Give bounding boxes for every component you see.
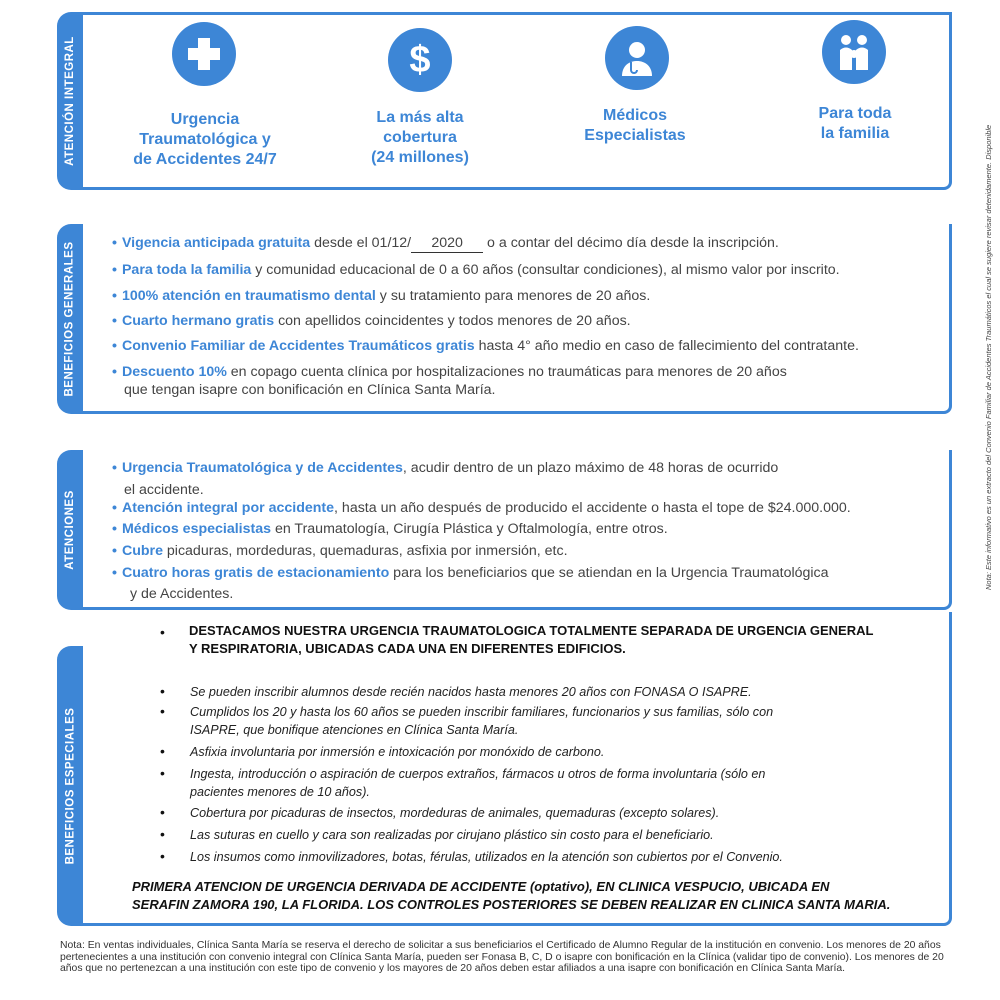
list-item-cont: que tengan isapre con bonificación en Clínica Santa María. — [124, 382, 496, 398]
family-icon — [822, 20, 886, 84]
bullet: • — [160, 683, 165, 699]
list-item: • Urgencia Traumatológica y de Accidentes, acudir dentro de un plazo máximo de 48 horas de ocurrido — [112, 460, 779, 476]
list-item: Cumplidos los 20 y hasta los 60 años se pueden inscribir familiares, funcionarios y sus familias, sólo con — [190, 705, 774, 719]
clinic-footer: PRIMERA ATENCION DE URGENCIA DERIVADA DE ACCIDENTE (optativo), EN CLINICA VESPUCIO, UBICADA EN SERAFIN ZAMORA 190, LA FLORIDA. LOS CONTROLES POSTERIORES SE DEBEN REALIZAR EN CLINICA SANTA MARIA. — [132, 879, 891, 912]
bullet: • — [160, 703, 165, 719]
list-item: • Convenio Familiar de Accidentes Traumáticos gratis hasta 4° año medio en caso de fallecimiento del contratante. — [112, 338, 859, 354]
list-item: • Para toda la familia y comunidad educacional de 0 a 60 años (consultar condiciones), al mismo valor por inscrito. — [112, 262, 840, 278]
dollar-icon: $ — [388, 28, 452, 92]
bullet: • — [160, 804, 165, 820]
section-title: BENEFICIOS GENERALES — [64, 241, 76, 397]
list-item: • Médicos especialistas en Traumatología, Cirugía Plástica y Oftalmología, entre otros. — [112, 521, 668, 537]
list-item: • Cuarto hermano gratis con apellidos coincidentes y todos menores de 20 años. — [112, 313, 631, 329]
bullet: • — [160, 848, 165, 864]
bullet: • — [160, 826, 165, 842]
list-item: Asfixia involuntaria por inmersión e intoxicación por monóxido de carbono. — [190, 745, 605, 759]
medical-cross-icon — [172, 22, 236, 86]
feature-familia: Para toda la familia — [818, 105, 892, 142]
headline: DESTACAMOS NUESTRA URGENCIA TRAUMATOLOGICA TOTALMENTE SEPARADA DE URGENCIA GENERAL Y RESPIRATORIA, UBICADAS CADA UNA EN DIFERENTES EDIFICIOS. — [189, 623, 874, 656]
section-title: ATENCIÓN INTEGRAL — [64, 36, 77, 166]
list-item-cont: ISAPRE, que bonifique atenciones en Clínica Santa María. — [190, 723, 519, 737]
list-item: • Atención integral por accidente, hasta un año después de producido el accidente o hasta el tope de $24.000.000. — [112, 500, 851, 516]
side-note: Nota: Este informativo es un extracto del Convenio Familiar de Accidentes Traumáticos el cual se sugiere revisar detenidamente. Disponible — [984, 124, 993, 590]
list-item-cont: pacientes menores de 10 años). — [190, 785, 370, 799]
list-item: • Descuento 10% en copago cuenta clínica por hospitalizaciones no traumáticas para menores de 20 años — [112, 364, 787, 380]
list-item: • Vigencia anticipada gratuita desde el 01/12/ 2020 o a contar del décimo día desde la inscripción. — [112, 235, 779, 251]
feature-medicos: Médicos Especialistas — [584, 107, 686, 144]
feature-urgencia: Urgencia Traumatológica y de Accidentes 24/7 — [133, 111, 277, 168]
list-item: • 100% atención en traumatismo dental y su tratamiento para menores de 20 años. — [112, 288, 651, 304]
list-item: Las suturas en cuello y cara son realizadas por cirujano plástico sin costo para el beneficiario. — [190, 828, 714, 842]
list-item: Se pueden inscribir alumnos desde recién nacidos hasta menores 20 años con FONASA O ISAPRE. — [190, 685, 752, 699]
list-item-cont: y de Accidentes. — [130, 586, 234, 602]
bullet: • — [160, 765, 165, 781]
section-title: BENEFICIOS ESPECIALES — [64, 707, 76, 865]
list-item: • Cubre picaduras, mordeduras, quemaduras, asfixia por inmersión, etc. — [112, 543, 568, 559]
list-item: Los insumos como inmovilizadores, botas, férulas, utilizados en la atención son cubiertos por el Convenio. — [190, 850, 783, 864]
feature-cobertura: La más alta cobertura (24 millones) — [371, 109, 469, 166]
list-item-cont: el accidente. — [124, 482, 204, 498]
bullet: • — [160, 743, 165, 759]
bullet: • — [160, 624, 165, 640]
doctor-icon — [605, 26, 669, 90]
list-item: • Cuatro horas gratis de estacionamiento para los beneficiarios que se atiendan en la Urgencia Traumatológica — [112, 565, 829, 581]
section-title: ATENCIONES — [64, 490, 77, 570]
footnote: Nota: En ventas individuales, Clínica Santa María se reserva el derecho de solicitar a sus beneficiarios el Certificado de Alumno Regular de la institución en convenio. Los menores de 20 años pertenecientes a una institución con convenio integral con Clínica Santa María, pueden ser Fonasa B, C, D o isapre con bonificación en la Clínica (validar tipo de convenio). Los menores de 20 años que no pertenezcan a una institución con este tipo de convenio y los mayores de 20 años deben estar afiliados a una isapre con bonificación en Clínica Santa María. — [60, 940, 944, 974]
list-item: Cobertura por picaduras de insectos, mordeduras de animales, quemaduras (excepto solares). — [190, 806, 720, 820]
list-item: Ingesta, introducción o aspiración de cuerpos extraños, fármacos u otros de forma involuntaria (sólo en — [190, 767, 766, 781]
